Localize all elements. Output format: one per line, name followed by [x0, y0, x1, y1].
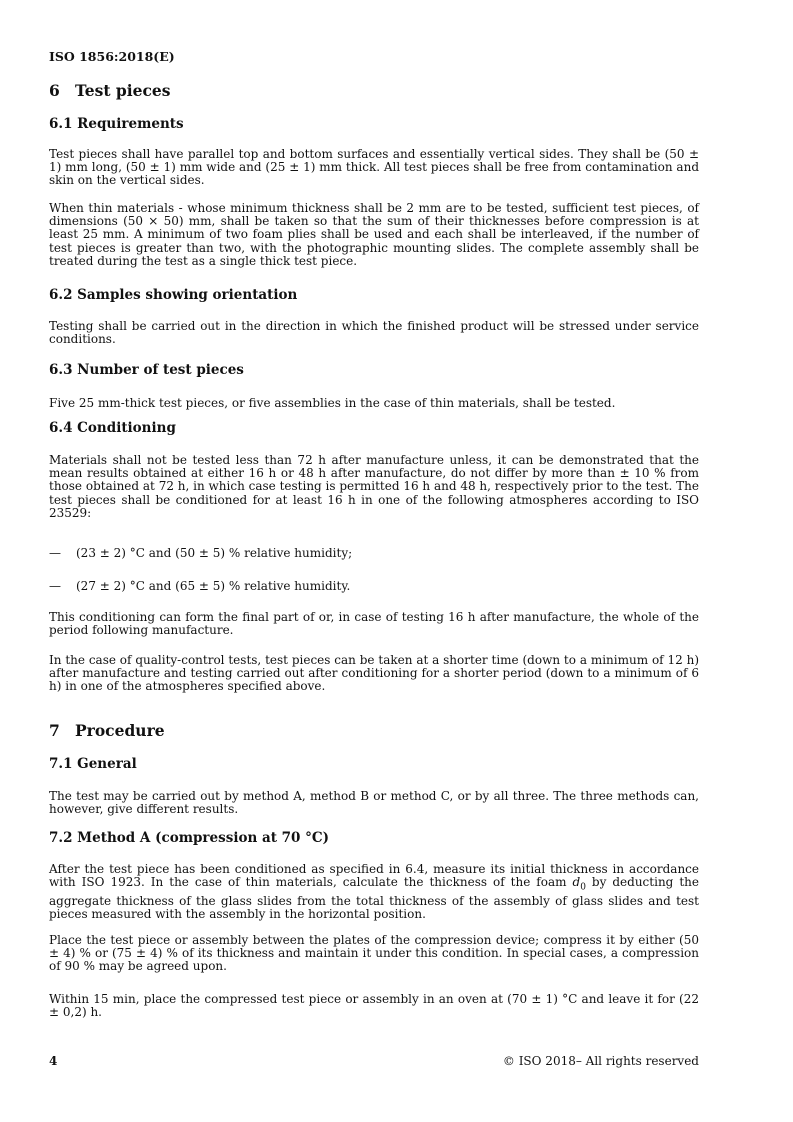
section-7-2-paragraph-2: Place the test piece or assembly between the plates of the compression device; compress it by either (50 ± 4) % or (75 ± 4) % of its thickness and maintain it under this condition. In special cases, a compression of 90 % may be agreed upon.: [49, 933, 699, 974]
paragraph-text: After the test piece has been conditioned as specified in 6.4, measure its initial thickness in accordance with ISO 1923. In the case of thin materials, calculate the thickness of the foam: [49, 862, 699, 890]
section-6-heading: [49, 81, 171, 100]
section-7-title: Procedure: [75, 721, 165, 740]
list-item: [49, 546, 352, 560]
list-item-text: (27 ± 2) °C and (65 ± 5) % relative humidity.: [76, 579, 351, 593]
section-6-1-paragraph-1: Test pieces shall have parallel top and bottom surfaces and essentially vertical sides. They shall be (50 ± 1) mm long, (50 ± 1) mm wide and (25 ± 1) mm thick. All test pieces shall be free from contamination and skin on the vertical sides.: [49, 147, 699, 188]
section-7-2-heading: 7.2 Method A (compression at 70 °C): [49, 830, 330, 846]
section-6-4-paragraph-1: Materials shall not be tested less than 72 h after manufacture unless, it can be demonstrated that the mean results obtained at either 16 h or 48 h after manufacture, do not differ by more than ± 10 % from those obtained at 72 h, in which case testing is permitted 16 h and 48 h, respectively prior to the test. The test pieces shall be conditioned for at least 16 h in one of the following atmospheres according to ISO 23529:: [49, 453, 699, 520]
page-number: 4: [49, 1054, 58, 1068]
section-6-4-heading: 6.4 Conditioning: [49, 420, 176, 436]
section-7-1-paragraph-1: The test may be carried out by method A, method B or method C, or by all three. The three methods can, however, give different results.: [49, 789, 699, 817]
list-item: [49, 579, 350, 593]
section-6-title: Test pieces: [75, 81, 171, 100]
list-dash: —: [49, 546, 61, 560]
list-dash: —: [49, 579, 61, 593]
section-6-number: 6: [49, 81, 60, 100]
section-7-1-heading: 7.1 General: [49, 756, 137, 772]
section-6-4-paragraph-3: In the case of quality-control tests, test pieces can be taken at a shorter time (down to a minimum of 12 h) after manufacture and testing carried out after conditioning for a shorter period (down to a minimum of 6 h) in one of the atmospheres specified above.: [49, 653, 699, 694]
section-7-number: 7: [49, 721, 60, 740]
document-id: ISO 1856:2018(E): [49, 49, 175, 64]
copyright-notice: © ISO 2018– All rights reserved: [502, 1054, 699, 1068]
thickness-variable: [572, 875, 586, 893]
variable-symbol: d: [572, 875, 581, 890]
section-6-3-heading: 6.3 Number of test pieces: [49, 362, 244, 378]
section-6-1-heading: 6.1 Requirements: [49, 116, 184, 132]
section-6-1-paragraph-2: When thin materials - whose minimum thickness shall be 2 mm are to be tested, sufficient test pieces, of dimensions (50 × 50) mm, shall be taken so that the sum of their thicknesses before compression is at least 25 mm. A minimum of two foam plies shall be used and each shall be interleaved, if the number of test pieces is greater than two, with the photographic mounting slides. The complete assembly shall be treated during the test as a single thick test piece.: [49, 201, 699, 268]
variable-subscript: 0: [580, 882, 586, 893]
section-7-heading: [49, 721, 165, 740]
section-7-2-paragraph-3: Within 15 min, place the compressed test piece or assembly in an oven at (70 ± 1) °C and leave it for (22 ± 0,2) h.: [49, 992, 699, 1020]
section-6-2-heading: 6.2 Samples showing orientation: [49, 287, 298, 303]
section-7-2-paragraph-1: [49, 863, 699, 921]
section-6-4-paragraph-2: This conditioning can form the final part of or, in case of testing 16 h after manufacture, the whole of the period following manufacture.: [49, 610, 699, 638]
section-6-3-paragraph-1: Five 25 mm-thick test pieces, or five assemblies in the case of thin materials, shall be tested.: [49, 396, 616, 410]
list-item-text: (23 ± 2) °C and (50 ± 5) % relative humidity;: [76, 546, 353, 560]
paragraph-text: by deducting the aggregate thickness of the glass slides from the total thickness of the assembly of glass slides and test pieces measured with the assembly in the horizontal position.: [49, 875, 699, 921]
section-6-2-paragraph-1: Testing shall be carried out in the direction in which the finished product will be stressed under service conditions.: [49, 319, 699, 347]
